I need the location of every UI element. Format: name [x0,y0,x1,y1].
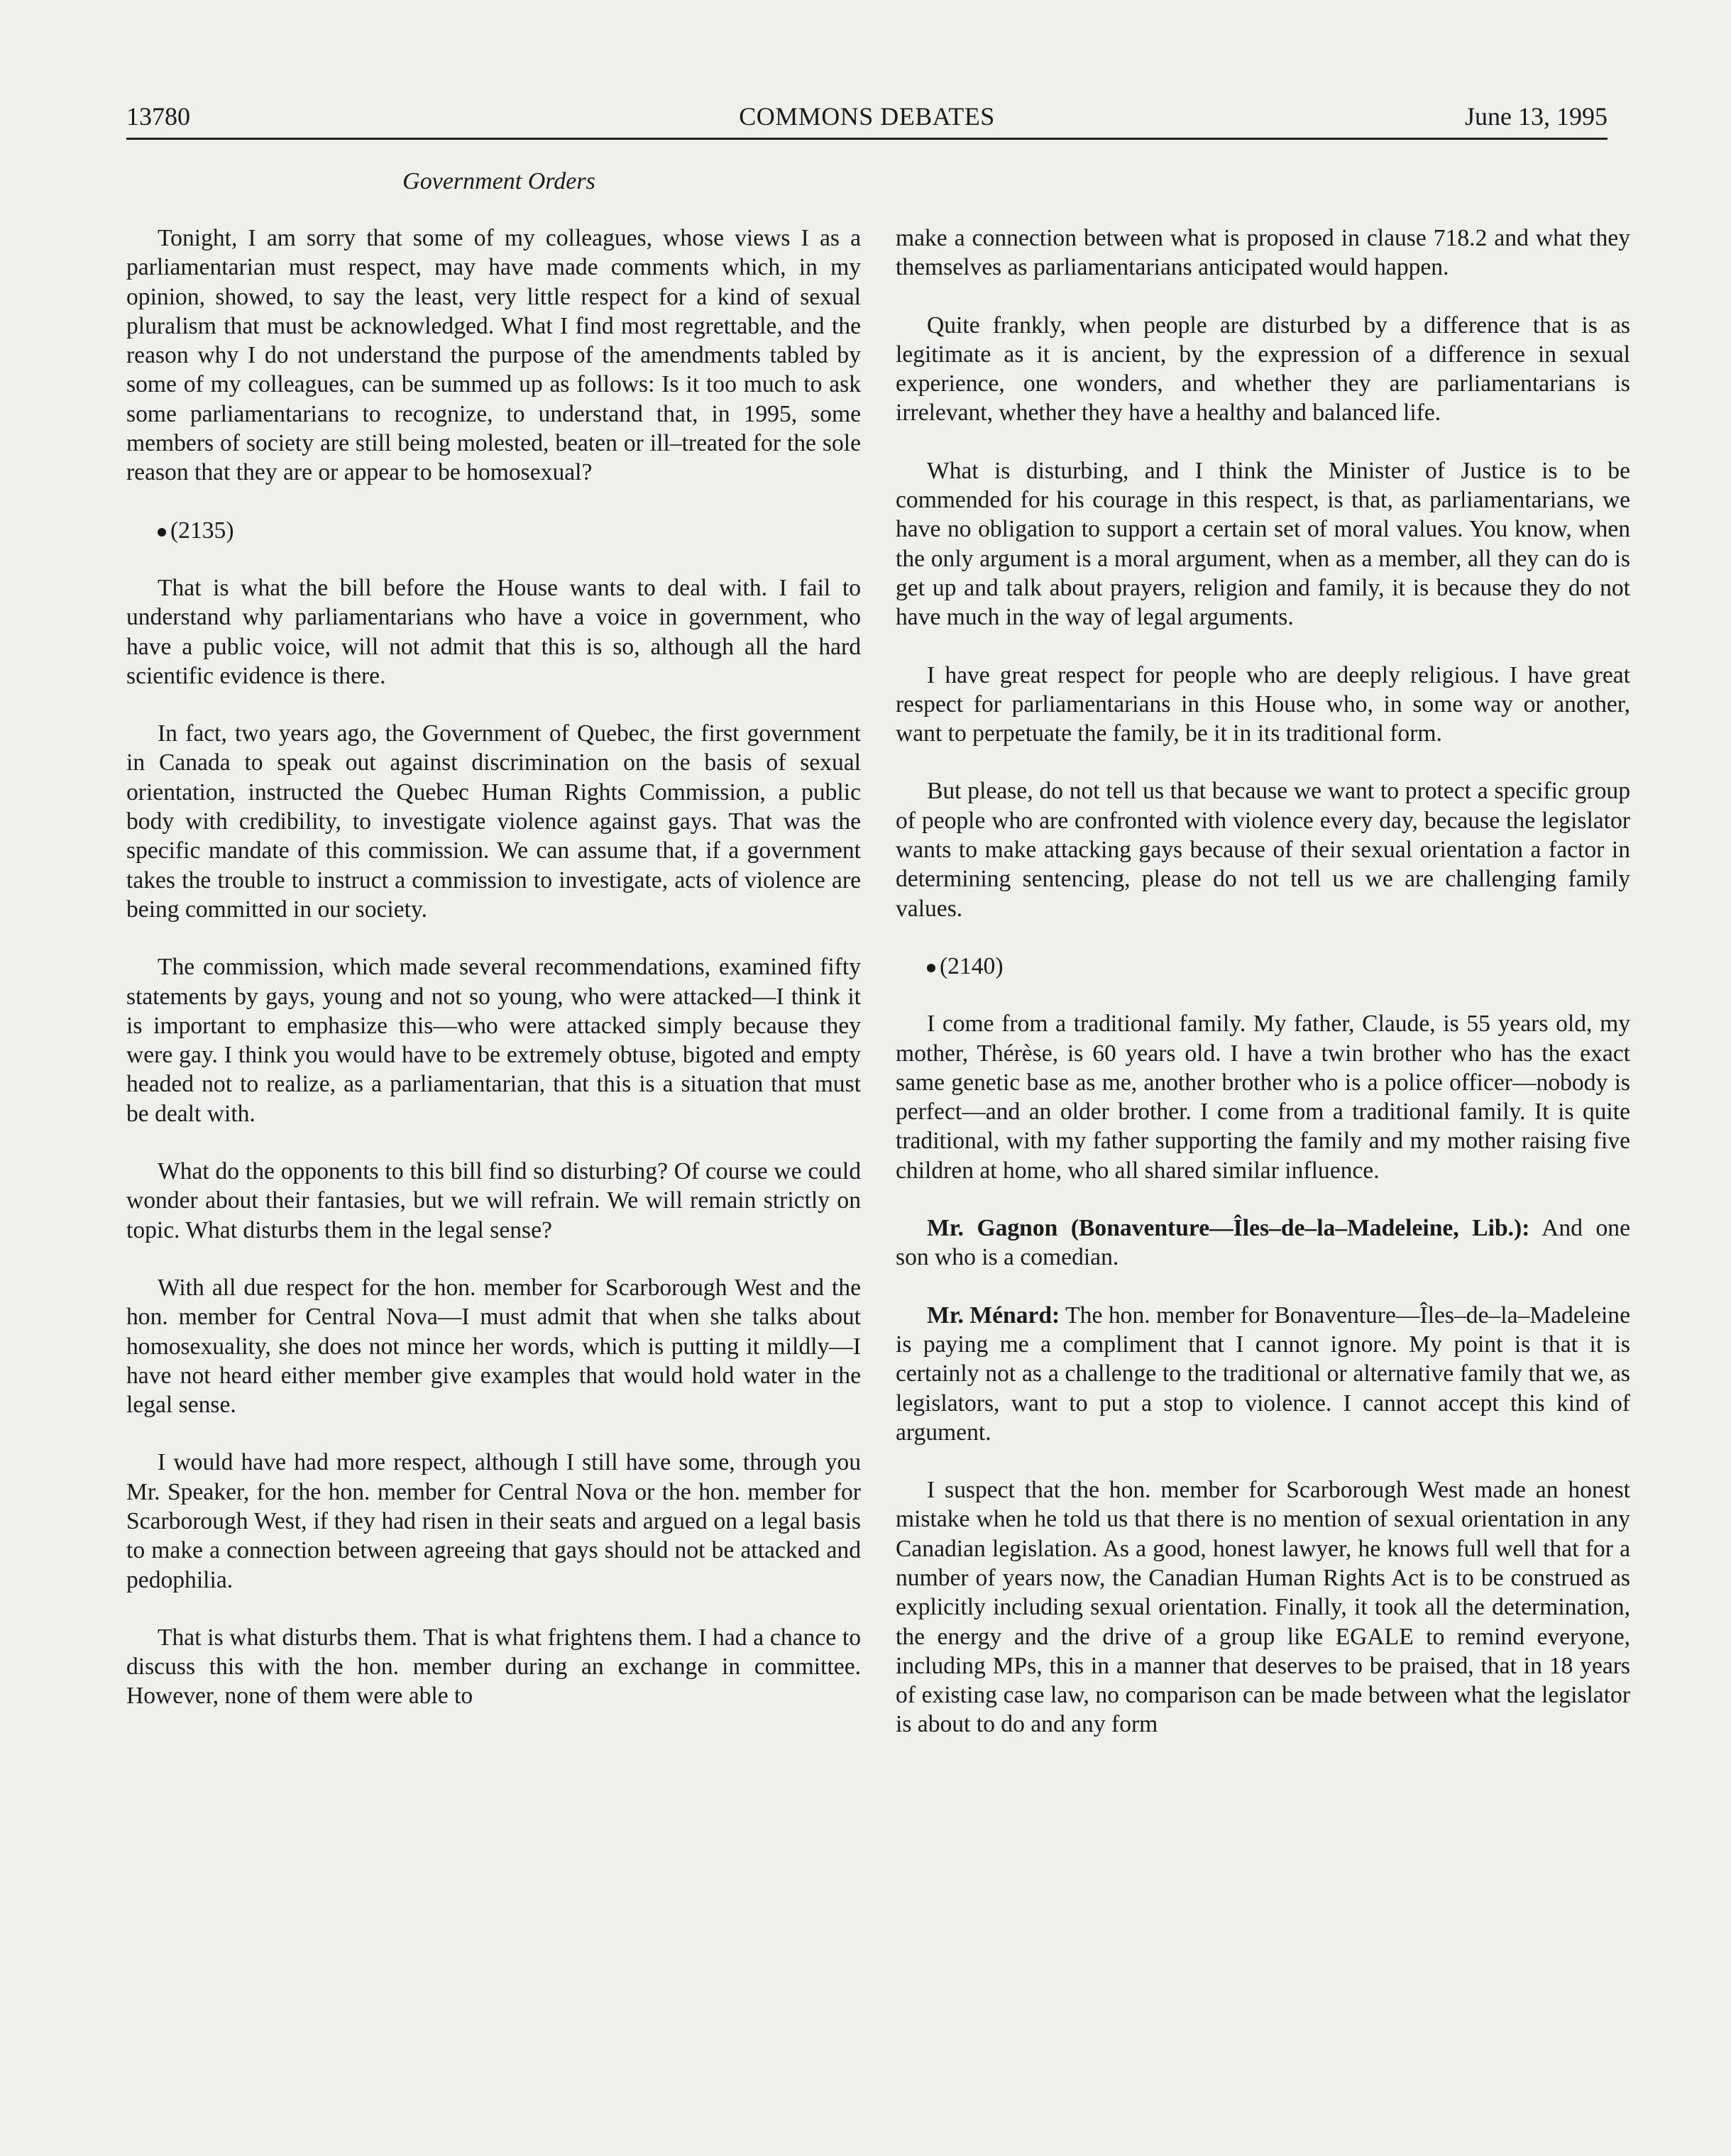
time-marker [896,952,1630,981]
paragraph: That is what disturbs them. That is what frightens them. I had a chance to discuss this with the hon. member during an exchange in committee. However, none of them were able to [126,1624,861,1710]
page-number: 13780 [126,102,190,131]
paragraph: What do the opponents to this bill find so disturbing? Of course we could wonder about their fantasies, but we will refrain. We will remain strictly on topic. What disturbs them in the legal sense? [126,1158,861,1243]
speaker-name: Mr. Gagnon (Bonaventure—Îles–de–la–Madeleine, Lib.): [927,1215,1530,1242]
paragraph: With all due respect for the hon. member for Scarborough West and the hon. member for Central Nova—I must admit that when she talks about homosexuality, she does not mince her words, which is putting it mildly—I have not heard either member give examples that would hold water in the legal sense. [126,1274,861,1419]
time-marker [126,516,861,545]
paragraph: In fact, two years ago, the Government of Quebec, the first government in Canada to speak out against discrimination on the basis of sexual orientation, instructed the Quebec Human Rights Commission, a public body with credibility, to investigate violence against gays. That was the specific mandate of this commission. We can assume that, if a government takes the trouble to instruct a commission to investigate, acts of violence are being committed in our society. [126,720,861,923]
paragraph: But please, do not tell us that because we want to protect a specific group of people who are confronted with violence every day, because the legislator wants to make attacking gays because of their sexual orientation a factor in determining sentencing, please do not tell us we are challenging family values. [896,778,1630,922]
right-column [896,224,1630,1768]
paragraph: make a connection between what is proposed in clause 718.2 and what they themselves as parliamentarians anticipated would happen. [896,225,1630,281]
time-marker-label: (2135) [170,517,234,544]
speech-gagnon [896,1214,1630,1272]
speaker-name: Mr. Ménard: [927,1302,1060,1329]
paragraph: I would have had more respect, although I still have some, through you Mr. Speaker, for the hon. member for Central Nova or the hon. member for Scarborough West, if they had risen in their seats and argued on a legal basis to make a connection between agreeing that gays should not be attacked and pedophilia. [126,1449,861,1593]
speech-menard [896,1301,1630,1447]
speech-text: And one son who is a comedian. [896,1215,1630,1271]
time-marker-label: (2140) [940,952,1004,979]
paragraph: Quite frankly, when people are disturbed by a difference that is as legitimate as it is ancient, by the expression of a difference in sexual experience, one wonders, and whether they are parliamentarians is irrelevant, whether they have a healthy and balanced life. [896,312,1630,427]
bullet-icon [927,964,935,972]
issue-date: June 13, 1995 [1465,102,1608,131]
paragraph: I come from a traditional family. My father, Claude, is 55 years old, my mother, Thérèse, is 60 years old. I have a twin brother who has the exact same genetic base as me, another brother who is a police officer—nobody is perfect—and an older brother. I come from a traditional family. It is quite traditional, with my father supporting the family and my mother raising five children at home, who all shared similar influence. [896,1011,1630,1184]
left-column [126,224,861,1739]
paragraph: What is disturbing, and I think the Minister of Justice is to be commended for his courage in this respect, is that, as parliamentarians, we have no obligation to support a certain set of moral values. You know, when the only argument is a moral argument, when as a member, all they can do is get up and talk about prayers, religion and family, it is because they do not have much in the way of legal arguments. [896,457,1630,631]
speech-text: The hon. member for Bonaventure—Îles–de–la–Madeleine is paying me a compliment that I cannot ignore. My point is that it is certainly not as a challenge to the traditional or alternative family that we, as legislators, want to put a stop to violence. I cannot accept this kind of argument. [896,1302,1630,1446]
bullet-icon [158,528,166,537]
paragraph: That is what the bill before the House wants to deal with. I fail to understand why parliamentarians who have a voice in government, who have a public voice, will not admit that this is so, although all the hard scientific evidence is there. [126,574,861,689]
publication-title: COMMONS DEBATES [739,102,995,131]
paragraph: The commission, which made several recommendations, examined fifty statements by gays, young and not so young, who were attacked—I think it is important to emphasize this—who were attacked simply because they were gay. I think you would have to be extremely obtuse, bigoted and empty headed not to realize, as a parliamentarian, that this is a situation that must be dealt with. [126,954,861,1127]
paragraph: Tonight, I am sorry that some of my colleagues, whose views I as a parliamentarian must respect, may have made comments which, in my opinion, showed, to say the least, very little respect for a kind of sexual pluralism that must be acknowledged. What I find most regrettable, and the reason why I do not understand the purpose of the amendments tabled by some of my colleagues, can be summed up as follows: Is it too much to ask some parliamentarians to recognize, to understand that, in 1995, some members of society are still being molested, beaten or ill–treated for the sole reason that they are or appear to be homosexual? [126,225,861,486]
page-header [126,98,1608,140]
section-title: Government Orders [402,168,595,194]
paragraph: I suspect that the hon. member for Scarborough West made an honest mistake when he told us that there is no mention of sexual orientation in any Canadian legislation. As a good, honest lawyer, he knows full well that for a number of years now, the Canadian Human Rights Act is to be construed as explicitly including sexual orientation. Finally, it took all the determination, the energy and the drive of a group like EGALE to remind everyone, including MPs, this in a manner that deserves to be praised, that in 18 years of existing case law, no comparison can be made between what the legislator is about to do and any form [896,1477,1630,1738]
paragraph: I have great respect for people who are deeply religious. I have great respect for parliamentarians in this House who, in some way or another, want to perpetuate the family, be it in its traditional form. [896,661,1630,747]
